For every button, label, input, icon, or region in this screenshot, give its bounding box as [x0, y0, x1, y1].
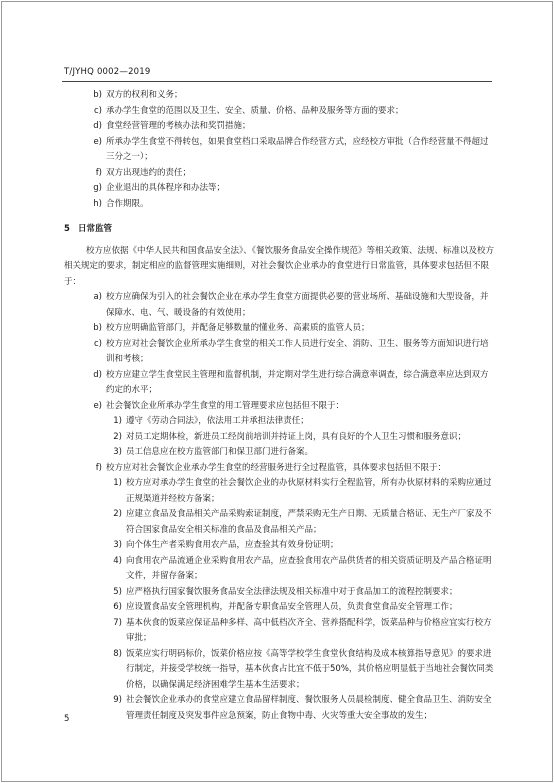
list-item [64, 445, 494, 461]
list-marker: 6) [113, 602, 122, 612]
list-text: 校方应确保为引入的社会餐饮企业在承办学生食堂方面提供必要的营业场所、基础设施和大型设备，并保障水、电、气、暖设备的有效使用； [106, 292, 489, 318]
supervision-requirements-list [64, 290, 494, 414]
list-item [64, 290, 494, 321]
list-marker: a) [93, 292, 102, 302]
list-item [64, 538, 494, 554]
list-marker: 4) [113, 555, 122, 566]
list-item [64, 693, 494, 724]
list-item [64, 461, 494, 477]
list-marker: 1) [113, 416, 122, 426]
list-text: 应严格执行国家餐饮服务食品安全法律法规及相关标准中对于食品加工的流程控制要求； [126, 586, 458, 597]
list-text: 所承办学生食堂不得转包，如果食堂档口采取品牌合作经营方式，应经校方审批（合作经营量不得超过三分之一）； [106, 136, 489, 162]
section-title: 日常监管 [78, 224, 113, 234]
list-text: 校方应对承办学生食堂的社会餐饮企业的办伙原材料实行全程监管，所有办伙原材料的采购应通过正规渠道并经校方备案； [126, 478, 492, 504]
list-marker: b) [93, 90, 102, 100]
list-text: 合作期限。 [106, 198, 149, 209]
header-rule [62, 81, 492, 82]
page-body [64, 88, 494, 724]
list-text: 社会餐饮企业所承办学生食堂的用工管理要求应包括但不限于： [106, 400, 345, 411]
list-item [64, 119, 494, 135]
list-item [64, 585, 494, 601]
list-marker: c) [94, 105, 102, 116]
list-item [64, 104, 494, 120]
list-text: 基本伙食的饭菜应保证品种多样、高中低档次齐全、营养搭配科学，饭菜品种与价格应宜实行校方审批； [126, 617, 492, 643]
list-text: 遵守《劳动合同法》，依法用工并承担法律责任； [126, 416, 309, 426]
list-marker: c) [94, 338, 102, 349]
list-text: 双方的权利和义务； [106, 90, 183, 100]
list-text: 向个体生产者采购食用农产品，应查验其有效身份证明； [126, 540, 339, 550]
list-item [64, 181, 494, 197]
list-text: 双方出现违约的责任； [106, 167, 192, 178]
list-text: 食堂经营管理的考核办法和奖罚措施； [106, 121, 251, 131]
page-number: 5 [64, 714, 70, 724]
list-text: 员工信息应在校方监管部门和保卫部门进行备案。 [126, 447, 314, 457]
list-marker: 5) [113, 586, 122, 597]
list-item [64, 507, 494, 538]
list-item [64, 414, 494, 430]
section-intro: 校方应依据《中华人民共和国食品安全法》、《餐饮服务食品安全操作规范》等相关政策、法规、标准以及校方相关规定的要求，制定相应的监督管理实施细则，对社会餐饮企业承办的食堂进行日常监管，具体要求包括但不限于： [64, 245, 495, 287]
list-text: 校方应对社会餐饮企业所承办学生食堂的相关工作人员进行安全、消防、卫生、服务等方面知识进行培训和考核； [106, 338, 489, 364]
list-marker: 9) [113, 695, 122, 705]
list-item [64, 135, 494, 166]
list-marker: d) [93, 369, 102, 380]
list-text: 企业退出的具体程序和办法等； [106, 183, 226, 193]
list-marker: 2) [113, 509, 122, 519]
document-code-header: T/JYHQ 0002—2019 [64, 67, 151, 77]
list-item [64, 600, 494, 616]
cooperation-terms-list [64, 88, 494, 212]
list-text: 应建立食品及食品相关产品采购索证制度，严禁采购无生产日期、无质量合格证、无生产厂家及不符合国家食品安全相关标准的食品及食品相关产品； [126, 509, 492, 535]
list-marker: h) [93, 198, 102, 209]
section-number: 5 [64, 224, 70, 234]
list-item [64, 399, 494, 415]
list-text: 社会餐饮企业承办的食堂应建立食品留样制度、餐饮服务人员晨检制度、健全食品卫生、消防安全管理责任制度及突发事件应急预案，防止食物中毒、火灾等重大安全事故的发生； [126, 695, 492, 721]
list-marker: e) [93, 400, 102, 411]
list-item [64, 368, 494, 399]
list-marker: 2) [113, 431, 122, 442]
list-item [64, 337, 494, 368]
list-text: 校方应建立学生食堂民主管理和监督机制，并定期对学生进行综合满意率调查，综合满意率应达到双方约定的水平； [106, 369, 489, 395]
operation-requirements-list [64, 476, 494, 724]
list-marker: 1) [113, 478, 122, 488]
list-marker: f) [95, 462, 102, 473]
list-marker: 7) [113, 617, 122, 628]
list-marker: 3) [113, 540, 122, 550]
list-text: 校方应明确监管部门，并配备足够数量的懂业务、高素质的监管人员； [106, 323, 370, 333]
list-marker: e) [93, 136, 102, 147]
list-text: 饭菜应实行明码标价，饭菜价格应按《高等学校学生食堂伙食结构及成本核算指导意见》的要求进行制定，并接受学校统一指导，基本伙食占比宜不低于50%，其价格应明显低于当地社会餐饮同类价格，以确保满足经济困难学生基本生活要求； [126, 648, 494, 690]
list-item [64, 616, 494, 647]
list-marker: g) [93, 183, 102, 193]
list-item [64, 430, 494, 446]
list-item [64, 88, 494, 104]
list-text: 承办学生食堂的范围以及卫生、安全、质量、价格、品种及服务等方面的要求； [106, 105, 404, 116]
list-marker: 8) [113, 648, 122, 659]
list-item [64, 166, 494, 182]
list-marker: f) [95, 167, 102, 178]
list-text: 对员工定期体检，新进员工经岗前培训并持证上岗，具有良好的个人卫生习惯和服务意识； [126, 431, 467, 442]
section-heading [64, 222, 494, 238]
employment-requirements-list [64, 414, 494, 461]
list-text: 应设置食品安全管理机构，并配备专职食品安全管理人员，负责食堂食品安全管理工作； [126, 602, 458, 612]
list-marker: 3) [113, 447, 122, 457]
list-text: 校方应对社会餐饮企业承办学生食堂的经营服务进行全过程监管，具体要求包括但不限于： [106, 462, 447, 473]
list-text: 向食用农产品流通企业采购食用农产品，应查验食用农产品供货者的相关资质证明及产品合格证明文件，并留存备案； [126, 555, 492, 581]
list-item [64, 554, 494, 585]
list-item [64, 476, 494, 507]
list-marker: b) [93, 323, 102, 333]
list-item [64, 321, 494, 337]
list-item [64, 647, 494, 694]
list-marker: d) [93, 121, 102, 131]
list-item [64, 197, 494, 213]
